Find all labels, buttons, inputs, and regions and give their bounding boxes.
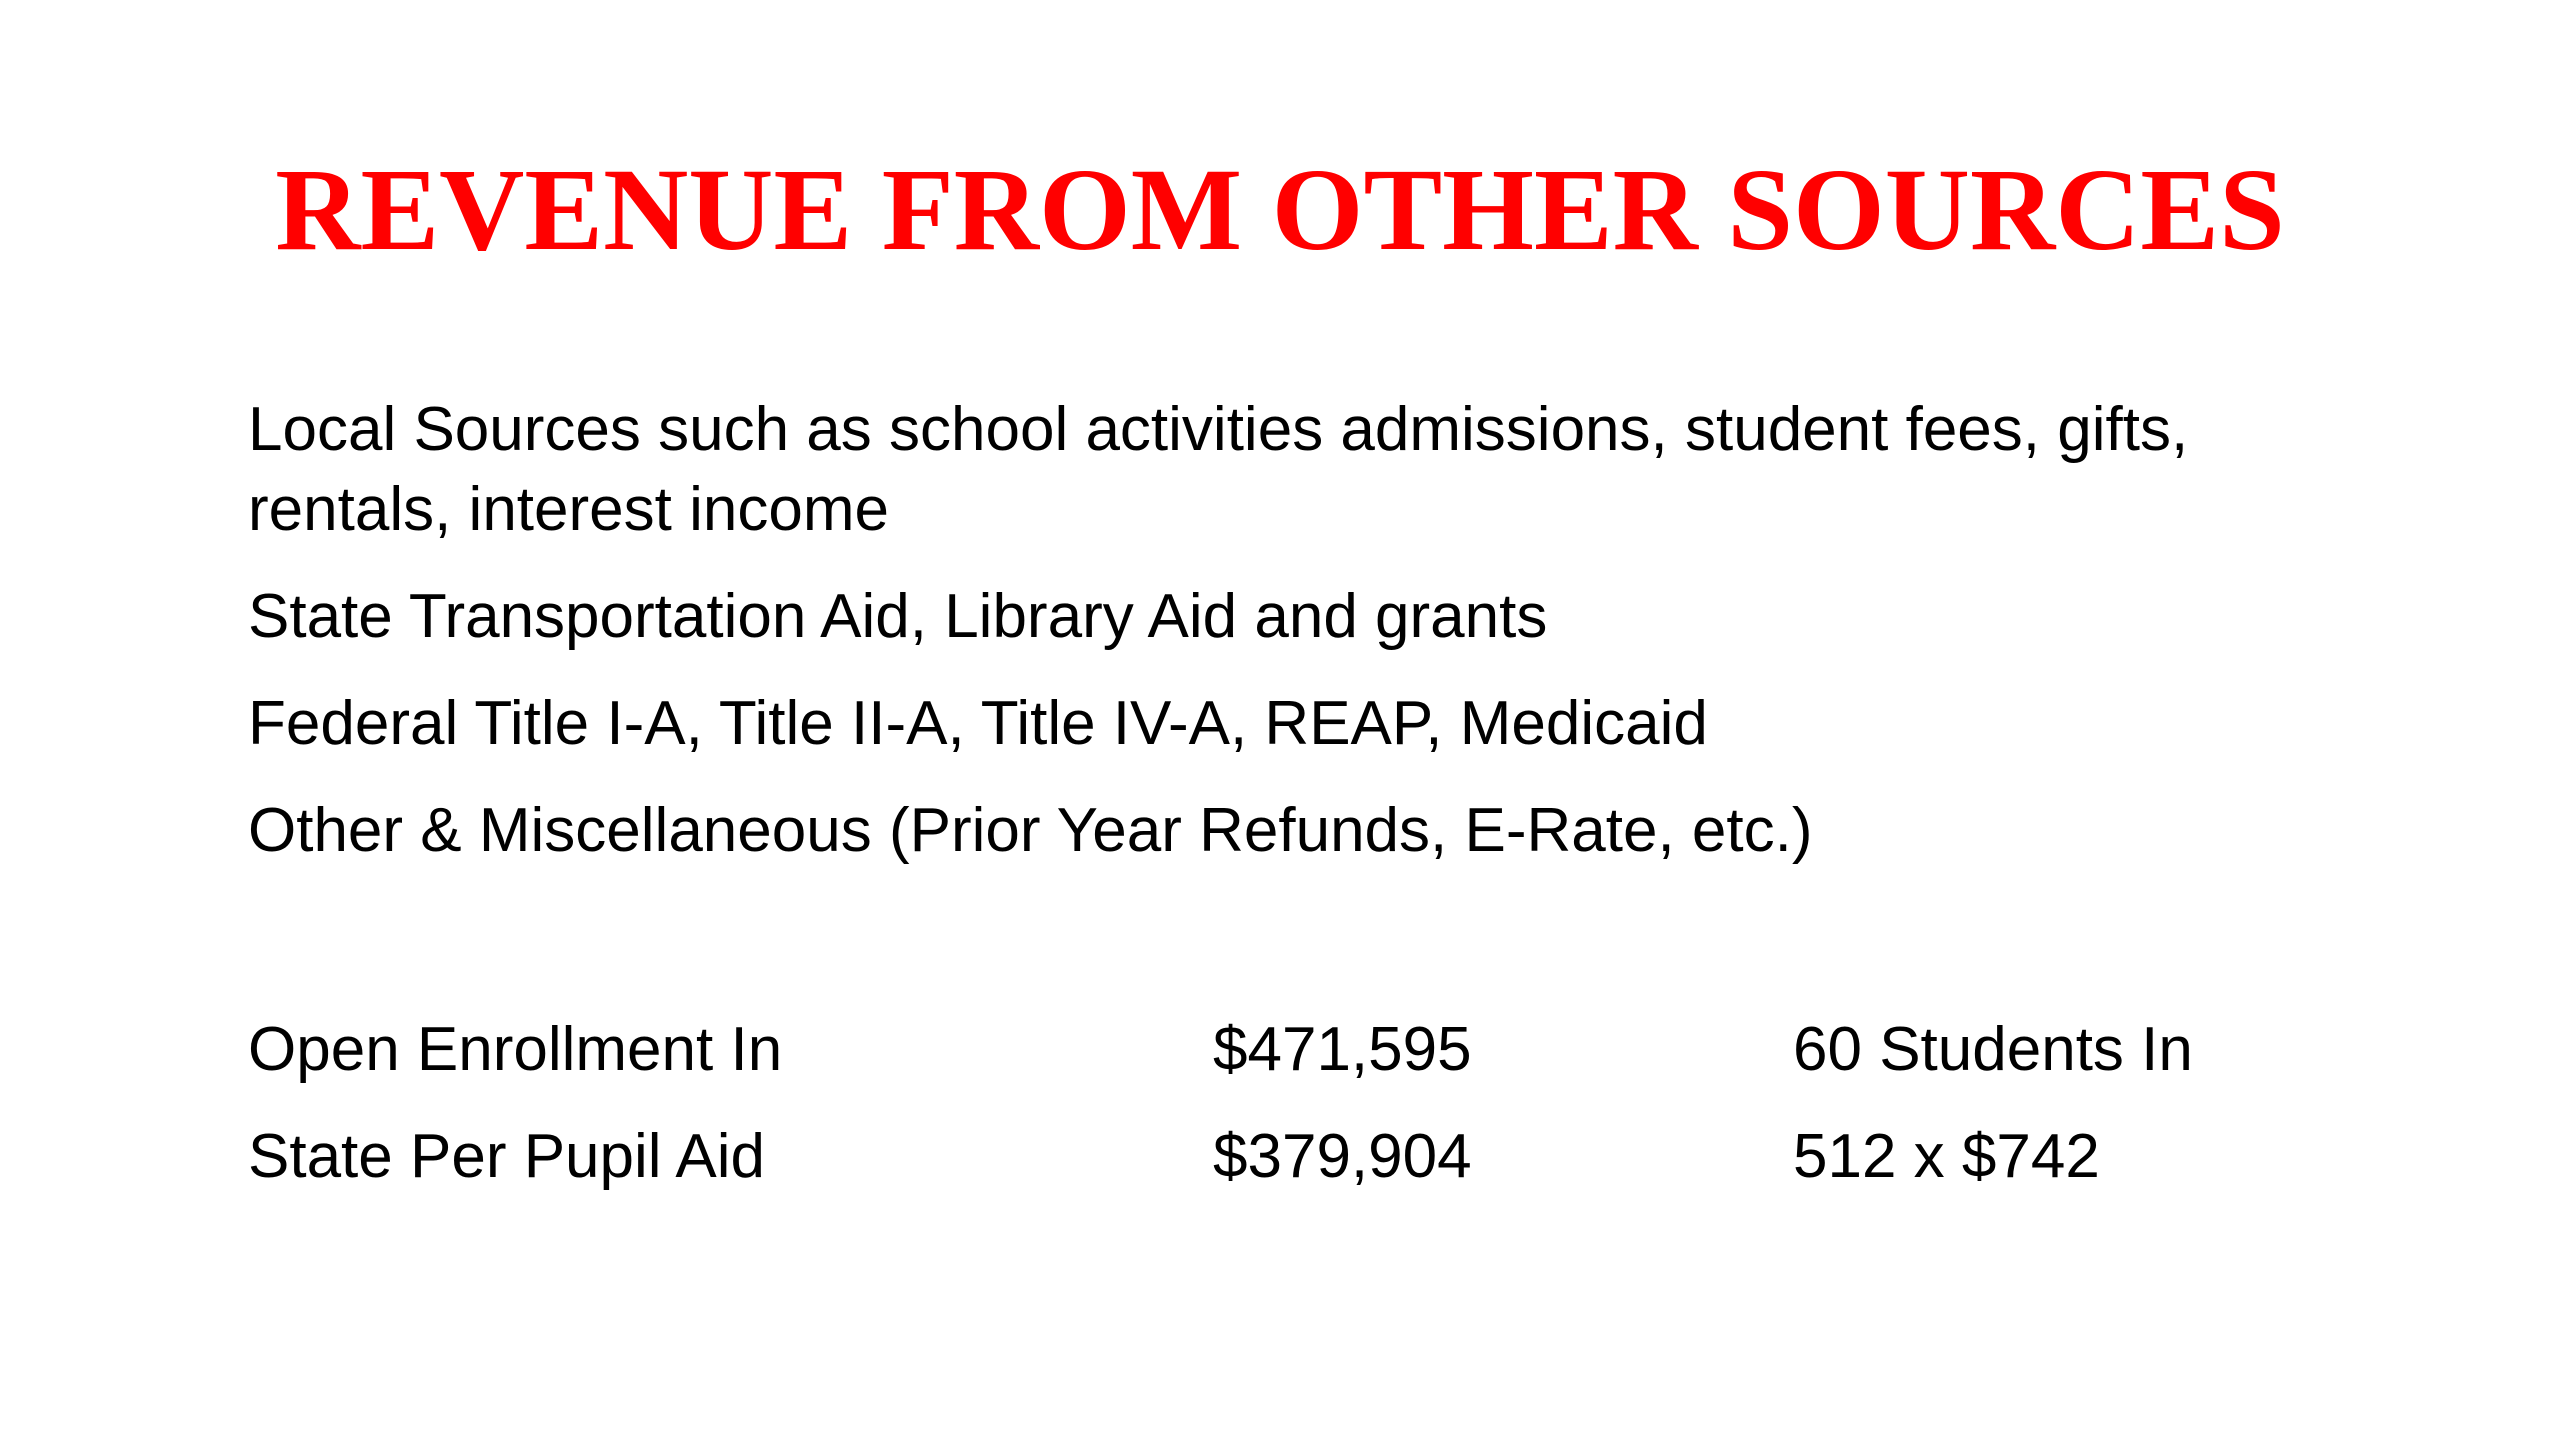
row-amount: $379,904 <box>1213 1122 1472 1191</box>
slide-title: REVENUE FROM OTHER SOURCES <box>275 144 2285 275</box>
list-item-local-sources: Local Sources such as school activities admissions, student fees, gifts, rentals, interest income <box>248 395 2189 544</box>
table-row <box>248 1117 2348 1224</box>
list-item-state-aid: State Transportation Aid, Library Aid and grants <box>248 582 1548 651</box>
row-label: State Per Pupil Aid <box>248 1122 765 1191</box>
row-note: 512 x $742 <box>1793 1122 2100 1191</box>
row-label: Open Enrollment In <box>248 1015 783 1084</box>
list-item-federal-titles: Federal Title I-A, Title II-A, Title IV-A, REAP, Medicaid <box>248 689 1708 758</box>
row-amount: $471,595 <box>1213 1015 1472 1084</box>
list-item-other-misc: Other & Miscellaneous (Prior Year Refunds, E-Rate, etc.) <box>248 796 1813 865</box>
revenue-source-list <box>248 390 2348 898</box>
row-note: 60 Students In <box>1793 1015 2193 1084</box>
table-row <box>248 1010 2348 1117</box>
revenue-table <box>248 1010 2348 1224</box>
